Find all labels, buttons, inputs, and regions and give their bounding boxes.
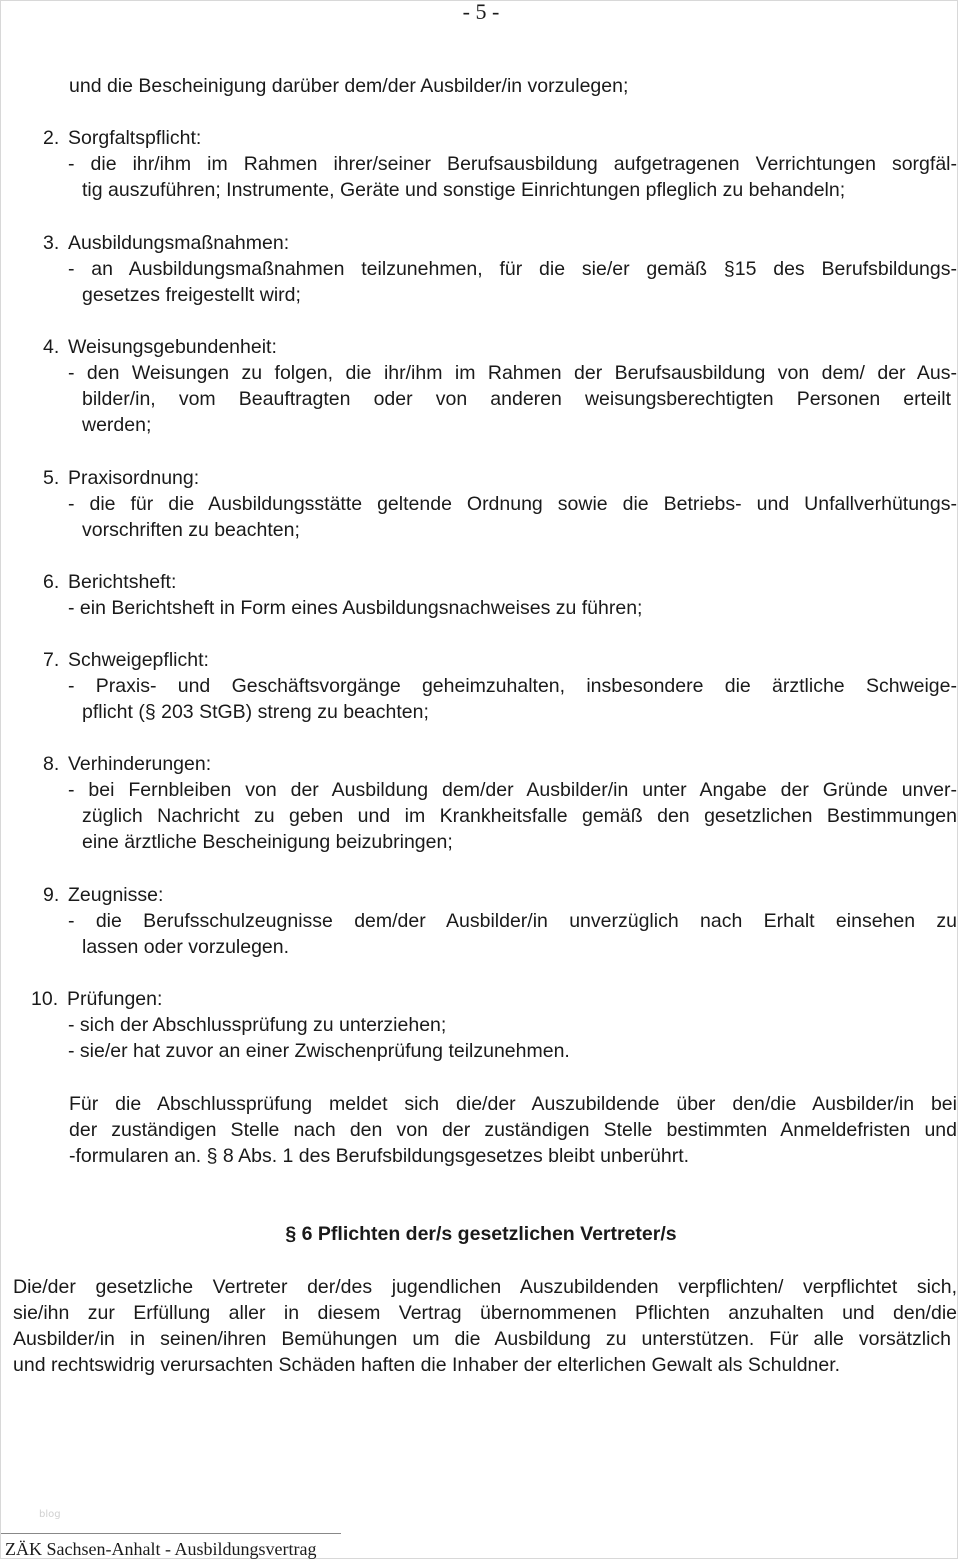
item-line: werden; [82, 414, 152, 436]
item-number: 2. [43, 127, 60, 149]
item-title: Prüfungen: [67, 988, 163, 1010]
exam-paragraph-line: der zuständigen Stelle nach den von der zuständigen Stelle bestimmten Anmeldefristen und [69, 1119, 957, 1141]
item-line: - die für die Ausbildungsstätte geltende Ordnung sowie die Betriebs- und Unfallverhütungs- [68, 493, 957, 515]
item-line: vorschriften zu beachten; [82, 519, 300, 541]
item-line: bilder/in, vom Beauftragten oder von anderen weisungsberechtigten Personen erteilt [82, 388, 951, 410]
exam-paragraph-line: -formularen an. § 8 Abs. 1 des Berufsbildungsgesetzes bleibt unberührt. [69, 1145, 690, 1167]
item-title: Verhinderungen: [68, 753, 212, 775]
section-paragraph-line: sie/ihn zur Erfüllung aller in diesem Vertrag übernommenen Pflichten anzuhalten und den/die [13, 1302, 957, 1324]
page-number: - 5 - [462, 0, 500, 24]
item-line: züglich Nachricht zu geben und im Krankheitsfalle gemäß den gesetzlichen Bestimmungen [82, 805, 957, 827]
item-title: Sorgfaltspflicht: [68, 127, 202, 149]
item-title: Berichtsheft: [68, 571, 177, 593]
item-title: Praxisordnung: [68, 467, 200, 489]
item-line: - die ihr/ihm im Rahmen ihrer/seiner Berufsausbildung aufgetragenen Verrichtungen sorgfäl- [68, 153, 957, 175]
item-line: eine ärztliche Bescheinigung beizubringen; [82, 831, 453, 853]
item-number: 10. [31, 988, 59, 1010]
item-line: - ein Berichtsheft in Form eines Ausbildungsnachweises zu führen; [68, 597, 643, 619]
item-line: lassen oder vorzulegen. [82, 936, 290, 958]
item-title: Weisungsgebundenheit: [68, 336, 277, 358]
watermark: blog [39, 1509, 61, 1520]
item-line: - an Ausbildungsmaßnahmen teilzunehmen, für die sie/er gemäß §15 des Berufsbildungs- [68, 258, 957, 280]
item-number: 8. [43, 753, 60, 775]
exam-paragraph-line: Für die Abschlussprüfung meldet sich die/der Auszubildende über den/die Ausbilder/in bei [69, 1093, 957, 1115]
item-line: - den Weisungen zu folgen, die ihr/ihm im Rahmen der Berufsausbildung von dem/ der Aus- [68, 362, 957, 384]
item-number: 3. [43, 232, 60, 254]
item-title: Zeugnisse: [68, 884, 164, 906]
item-number: 9. [43, 884, 60, 906]
item-line: - bei Fernbleiben von der Ausbildung dem/der Ausbilder/in unter Angabe der Gründe unver- [68, 779, 957, 801]
section-paragraph-line: Die/der gesetzliche Vertreter der/des jugendlichen Auszubildenden verpflichten/ verpflichtet sich, [13, 1276, 957, 1298]
item-line: - Praxis- und Geschäftsvorgänge geheimzuhalten, insbesondere die ärztliche Schweige- [68, 675, 957, 697]
item-line: tig auszuführen; Instrumente, Geräte und sonstige Einrichtungen pfleglich zu behandeln; [82, 179, 846, 201]
footer-text: ZÄK Sachsen-Anhalt - Ausbildungsvertrag [5, 1539, 317, 1559]
footer-divider [1, 1533, 341, 1534]
section-paragraph-line: und rechtswidrig verursachten Schäden haften die Inhaber der elterlichen Gewalt als Schuldner. [13, 1354, 841, 1376]
item-number: 6. [43, 571, 60, 593]
item-line: - sich der Abschlussprüfung zu unterziehen; [68, 1014, 447, 1036]
item-title: Ausbildungsmaßnahmen: [68, 232, 290, 254]
item-line: - sie/er hat zuvor an einer Zwischenprüfung teilzunehmen. [68, 1040, 570, 1062]
item-number: 7. [43, 649, 60, 671]
item-number: 5. [43, 467, 60, 489]
item-title: Schweigepflicht: [68, 649, 209, 671]
section-paragraph-line: Ausbilder/in in seinen/ihren Bemühungen um die Ausbildung zu unterstützen. Für alle vorsätzlich [13, 1328, 951, 1350]
item-line: pflicht (§ 203 StGB) streng zu beachten; [82, 701, 429, 723]
item-line: - die Berufsschulzeugnisse dem/der Ausbilder/in unverzüglich nach Erhalt einsehen zu [68, 910, 957, 932]
item-number: 4. [43, 336, 60, 358]
intro-line: und die Bescheinigung darüber dem/der Ausbilder/in vorzulegen; [69, 75, 629, 97]
item-line: gesetzes freigestellt wird; [82, 284, 301, 306]
section-heading: § 6 Pflichten der/s gesetzlichen Vertreter/s [285, 1223, 677, 1245]
